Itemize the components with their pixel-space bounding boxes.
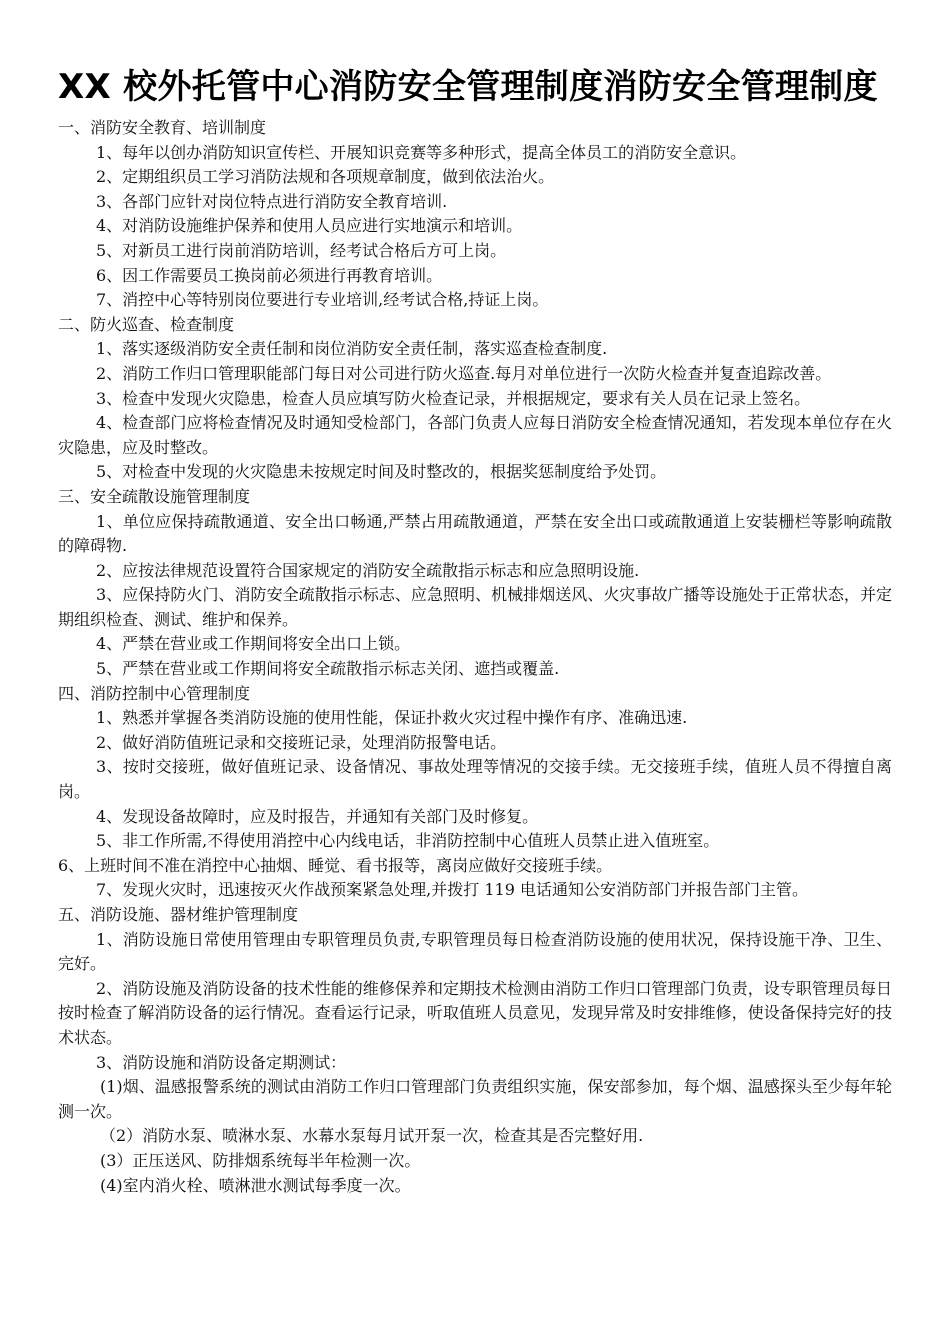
list-item: 6、上班时间不准在消控中心抽烟、睡觉、看书报等，离岗应做好交接班手续。 [58, 855, 613, 875]
list-item: 7、发现火灾时，迅速按灭火作战预案紧急处理,并拨打 119 电话通知公安消防部门并报告部门主管。 [96, 880, 808, 900]
list-item: 3、应保持防火门、消防安全疏散指示标志、应急照明、机械排烟送风、火灾事故广播等设施处于正常状态，并定期组织检查、测试、维护和保养。 [58, 585, 892, 629]
list-item: 1、落实逐级消防安全责任制和岗位消防安全责任制，落实巡查检查制度. [96, 339, 608, 359]
list-item: 4、检查部门应将检查情况及时通知受检部门，各部门负责人应每日消防安全检查情况通知，若发现本单位存在火灾隐患，应及时整改。 [58, 413, 892, 457]
list-item: 1、消防设施日常使用管理由专职管理员负责,专职管理员每日检查消防设施的使用状况，保持设施干净、卫生、完好。 [58, 929, 892, 974]
list-item: 1、熟悉并掌握各类消防设施的使用性能，保证扑救火灾过程中操作有序、准确迅速. [96, 708, 688, 728]
list-item: 5、严禁在营业或工作期间将安全疏散指示标志关闭、遮挡或覆盖. [96, 659, 560, 679]
sub-list-item: (1)烟、温感报警系统的测试由消防工作归口管理部门负责组织实施，保安部参加，每个烟、温感探头至少每年轮测一次。 [58, 1077, 892, 1121]
list-item: 4、对消防设施维护保养和使用人员应进行实地演示和培训。 [96, 216, 523, 236]
list-item: 2、做好消防值班记录和交接班记录，处理消防报警电话。 [96, 732, 507, 752]
section-heading: 五、消防设施、器材维护管理制度 [58, 905, 299, 924]
list-item: 4、严禁在营业或工作期间将安全出口上锁。 [96, 634, 411, 654]
list-item: 2、消防工作归口管理职能部门每日对公司进行防火巡查.每月对单位进行一次防火检查并复查追踪改善。 [96, 363, 832, 383]
document-title: XX 校外托管中心消防安全管理制度消防安全管理制度 [58, 67, 878, 107]
list-item: 3、检查中发现火灾隐患，检查人员应填写防火检查记录，并根据规定，要求有关人员在记录上签名。 [96, 388, 811, 408]
list-item: 4、发现设备故障时，应及时报告，并通知有关部门及时修复。 [96, 806, 539, 826]
list-item: 3、消防设施和消防设备定期测试： [96, 1052, 347, 1072]
list-item: 3、各部门应针对岗位特点进行消防安全教育培训. [96, 191, 448, 211]
sub-list-item: (4)室内消火栓、喷淋泄水测试每季度一次。 [100, 1175, 411, 1195]
list-item: 2、消防设施及消防设备的技术性能的维修保养和定期技术检测由消防工作归口管理部门负责，设专职管理员每日按时检查了解消防设备的运行情况。查看运行记录，听取值班人员意见，发现异常及时安排维修，使设备保持完好的技术状态。 [58, 978, 892, 1047]
section-heading: 一、消防安全教育、培训制度 [58, 118, 267, 137]
list-item: 5、对新员工进行岗前消防培训，经考试合格后方可上岗。 [96, 240, 507, 260]
section-heading: 四、消防控制中心管理制度 [58, 683, 251, 703]
document-body [58, 116, 892, 1198]
sub-list-item: (3）正压送风、防排烟系统每半年检测一次。 [100, 1150, 421, 1170]
list-item: 5、对检查中发现的火灾隐患未按规定时间及时整改的，根据奖惩制度给予处罚。 [96, 462, 667, 482]
list-item: 2、应按法律规范设置符合国家规定的消防安全疏散指示标志和应急照明设施. [96, 560, 640, 580]
section-heading: 二、防火巡查、检查制度 [58, 314, 235, 334]
sub-list-item: （2）消防水泵、喷淋水泵、水幕水泵每月试开泵一次，检查其是否完整好用. [100, 1126, 644, 1146]
list-item: 3、按时交接班，做好值班记录、设备情况、事故处理等情况的交接手续。无交接班手续，值班人员不得擅自离岗。 [58, 757, 892, 802]
section-heading: 三、安全疏散设施管理制度 [58, 486, 251, 506]
list-item: 7、消控中心等特别岗位要进行专业培训,经考试合格,持证上岗。 [96, 290, 549, 310]
list-item: 6、因工作需要员工换岗前必须进行再教育培训。 [96, 265, 443, 285]
list-item: 5、非工作所需,不得使用消控中心内线电话，非消防控制中心值班人员禁止进入值班室。 [96, 831, 720, 851]
list-item: 1、单位应保持疏散通道、安全出口畅通,严禁占用疏散通道，严禁在安全出口或疏散通道上安装栅栏等影响疏散的障碍物. [58, 511, 892, 556]
list-item: 1、每年以创办消防知识宣传栏、开展知识竞赛等多种形式，提高全体员工的消防安全意识。 [96, 142, 747, 162]
list-item: 2、定期组织员工学习消防法规和各项规章制度，做到依法治火。 [96, 167, 555, 187]
